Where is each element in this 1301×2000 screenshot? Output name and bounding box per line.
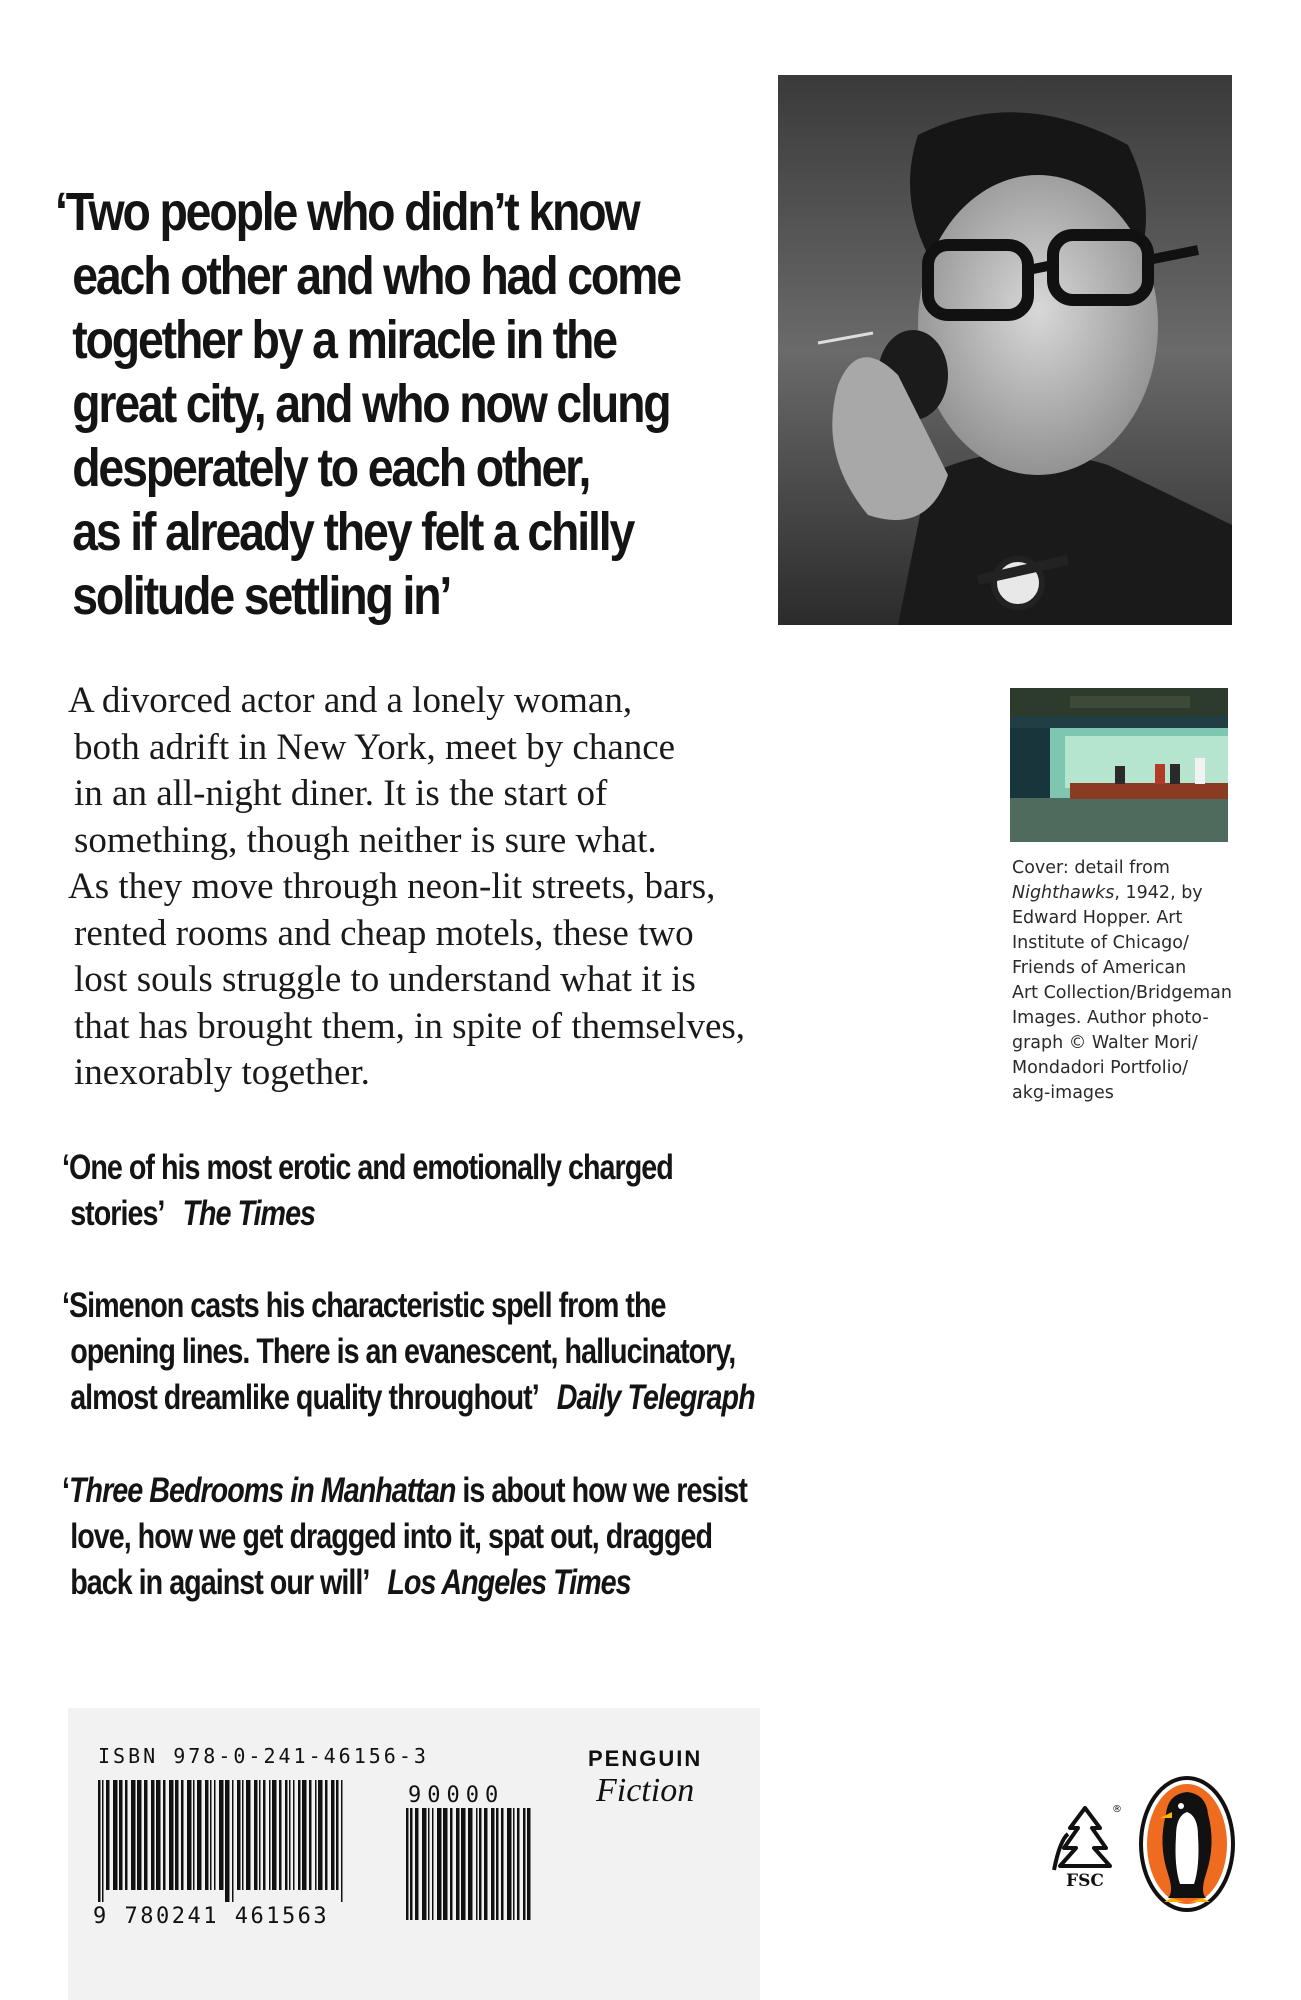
barcode-bar (263, 1780, 266, 1890)
barcode-bar (269, 1780, 271, 1890)
barcode-bar (406, 1808, 409, 1920)
barcode-bar (175, 1780, 179, 1890)
review-line (62, 1560, 800, 1606)
barcode-bar (254, 1780, 258, 1890)
barcode-bar (325, 1780, 328, 1890)
barcode-bar (527, 1808, 531, 1920)
barcode-bar (193, 1780, 195, 1890)
review-source: Los Angeles Times (387, 1563, 631, 1602)
barcode-bar (513, 1808, 515, 1920)
barcode-bar (187, 1780, 192, 1890)
barcode-bar (169, 1780, 174, 1890)
review-quote (62, 1145, 800, 1237)
barcode-bar (496, 1808, 499, 1920)
barcode-bar (309, 1780, 312, 1890)
synopsis-line: inexorably together. (74, 1052, 370, 1093)
penguin-logo-icon (1138, 1774, 1236, 1914)
imprint-name: PENGUIN (588, 1746, 703, 1771)
synopsis-line: A divorced actor and a lonely woman, (68, 680, 633, 721)
review-line (62, 1375, 800, 1421)
pull-quote-line: together by a miracle in the (72, 310, 616, 370)
review-quote-end: stories’ (70, 1194, 165, 1233)
barcode-bar (205, 1780, 209, 1890)
author-photo (778, 75, 1232, 625)
price-barcode (406, 1808, 531, 1920)
barcode-bar (479, 1808, 482, 1920)
pull-quote-line: desperately to each other, (72, 438, 590, 498)
barcode-bar (219, 1780, 224, 1890)
barcode-bar (517, 1808, 520, 1920)
barcode-bar (144, 1780, 148, 1890)
artwork-title: Nighthawks (1012, 883, 1115, 903)
synopsis-line: both adrift in New York, meet by chance (74, 726, 676, 768)
review-source: Daily Telegraph (556, 1378, 755, 1417)
barcode-bar (432, 1808, 434, 1920)
credit-line: Friends of American (1012, 958, 1187, 978)
barcode-bar (279, 1780, 282, 1890)
author-photo-illustration (778, 75, 1232, 625)
credit-line-rest: , 1942, by (1114, 883, 1203, 903)
barcode-bar (450, 1808, 453, 1920)
barcode-bar (415, 1808, 419, 1920)
barcode-bar (225, 1780, 230, 1902)
credit-line (1012, 881, 1252, 906)
barcode-bar (491, 1808, 495, 1920)
review-quote-end: almost dreamlike quality throughout’ (70, 1378, 539, 1417)
barcode-bar (131, 1780, 136, 1890)
barcode-bar (456, 1808, 460, 1920)
isbn-label: ISBN 978-0-241-46156-3 (98, 1744, 429, 1768)
credit-line: graph © Walter Mori/ (1012, 1033, 1198, 1053)
synopsis-line: As they move through neon-lit streets, bars, (68, 866, 716, 907)
pull-quote-line: ‘Two people who didn’t know (55, 182, 639, 242)
book-title: Three Bedrooms in Manhattan (68, 1471, 456, 1510)
pull-quote-line: great city, and who now clung (72, 374, 670, 434)
barcode-bar (285, 1780, 288, 1890)
review-source: The Times (182, 1194, 316, 1233)
credit-line: Mondadori Portfolio/ (1012, 1058, 1189, 1078)
credit-line: Art Collection/Bridgeman (1012, 983, 1232, 1003)
cover-art-illustration (1010, 688, 1228, 842)
synopsis-line: something, though neither is sure what. (74, 819, 657, 861)
pull-quote (55, 180, 680, 628)
review-line: ‘One of his most erotic and emotionally charged (62, 1148, 673, 1187)
barcode-bar (272, 1780, 277, 1890)
barcode-bar (210, 1780, 212, 1890)
barcode-digits: 9 780241 461563 (93, 1904, 330, 1929)
barcode-bar (156, 1780, 161, 1890)
barcode-bar (125, 1780, 128, 1890)
barcode-bar (341, 1780, 343, 1902)
barcode-bar (437, 1808, 442, 1920)
barcode-bar (119, 1780, 123, 1890)
imprint-series: Fiction (596, 1772, 695, 1809)
barcode-bar (315, 1780, 317, 1890)
barcode-panel (68, 1708, 760, 2000)
barcode-bar (163, 1780, 166, 1890)
barcode-bar (298, 1780, 301, 1890)
pull-quote-line: solitude settling in’ (72, 566, 451, 626)
barcode-bar (468, 1808, 473, 1920)
credit-line: Edward Hopper. Art (1012, 908, 1183, 928)
barcode-bar (151, 1780, 155, 1890)
barcode-bar (318, 1780, 323, 1890)
pull-quote-line: as if already they felt a chilly (72, 502, 634, 562)
synopsis-line: rented rooms and cheap motels, these two (74, 912, 694, 954)
barcode-bar (246, 1780, 251, 1890)
credit-line: Images. Author photo- (1012, 1008, 1209, 1028)
barcode-bar (293, 1780, 295, 1890)
barcode-bar (422, 1808, 427, 1920)
barcode-bar (98, 1780, 101, 1902)
barcode-bar (428, 1808, 430, 1920)
credit-line: Institute of Chicago/ (1012, 933, 1189, 953)
synopsis-line: that has brought them, in spite of themselves, (74, 1005, 746, 1047)
review-quote (62, 1468, 800, 1606)
synopsis-line: in an all-night diner. It is the start of (74, 773, 608, 814)
barcode-bar (443, 1808, 448, 1920)
credit-line: akg-images (1012, 1083, 1114, 1103)
review-line: opening lines. There is an evanescent, hallucinatory, (70, 1332, 736, 1371)
fsc-logo-icon (1050, 1800, 1120, 1890)
barcode-bar (214, 1780, 216, 1890)
barcode-bar (232, 1780, 234, 1902)
barcode-bar (237, 1780, 241, 1890)
pull-quote-line: each other and who had come (72, 246, 680, 306)
barcode-bar (113, 1780, 118, 1890)
review-line: love, how we get dragged into it, spat out, dragged (70, 1517, 713, 1556)
barcode-bar (410, 1808, 413, 1920)
barcode-bar (331, 1780, 335, 1890)
review-line (62, 1468, 800, 1514)
barcode-bar (476, 1808, 478, 1920)
synopsis-line: lost souls struggle to understand what it is (74, 959, 696, 1000)
barcode-bar (106, 1780, 110, 1890)
cover-credit (1012, 856, 1252, 1106)
review-line: ‘Simenon casts his characteristic spell from the (62, 1286, 666, 1325)
barcode-bar (197, 1780, 202, 1890)
isbn-barcode (98, 1780, 348, 1902)
review-line (62, 1191, 800, 1237)
barcode-bar (507, 1808, 512, 1920)
review-open-mark: ‘ (62, 1471, 69, 1510)
fsc-label: FSC (1066, 1871, 1104, 1891)
barcode-bar (181, 1780, 184, 1890)
barcode-bar (137, 1780, 142, 1890)
synopsis (68, 678, 828, 1097)
review-quote-end: back in against our will’ (70, 1563, 370, 1602)
fsc-registered: ® (1112, 1804, 1122, 1815)
barcode-bar (484, 1808, 488, 1920)
barcode-bar (523, 1808, 526, 1920)
barcode-bar (501, 1808, 504, 1920)
price-code: 90000 (408, 1783, 505, 1808)
barcode-bar (336, 1780, 339, 1890)
barcode-bar (242, 1780, 244, 1890)
barcode-bar (289, 1780, 291, 1890)
review-quote (62, 1283, 800, 1421)
barcode-bar (461, 1808, 466, 1920)
review-line-rest: is about how we resist (455, 1471, 747, 1510)
credit-line: Cover: detail from (1012, 858, 1170, 878)
barcode-bar (102, 1780, 104, 1902)
cover-art-thumbnail (1010, 688, 1228, 842)
barcode-bar (259, 1780, 261, 1890)
barcode-bar (302, 1780, 307, 1890)
